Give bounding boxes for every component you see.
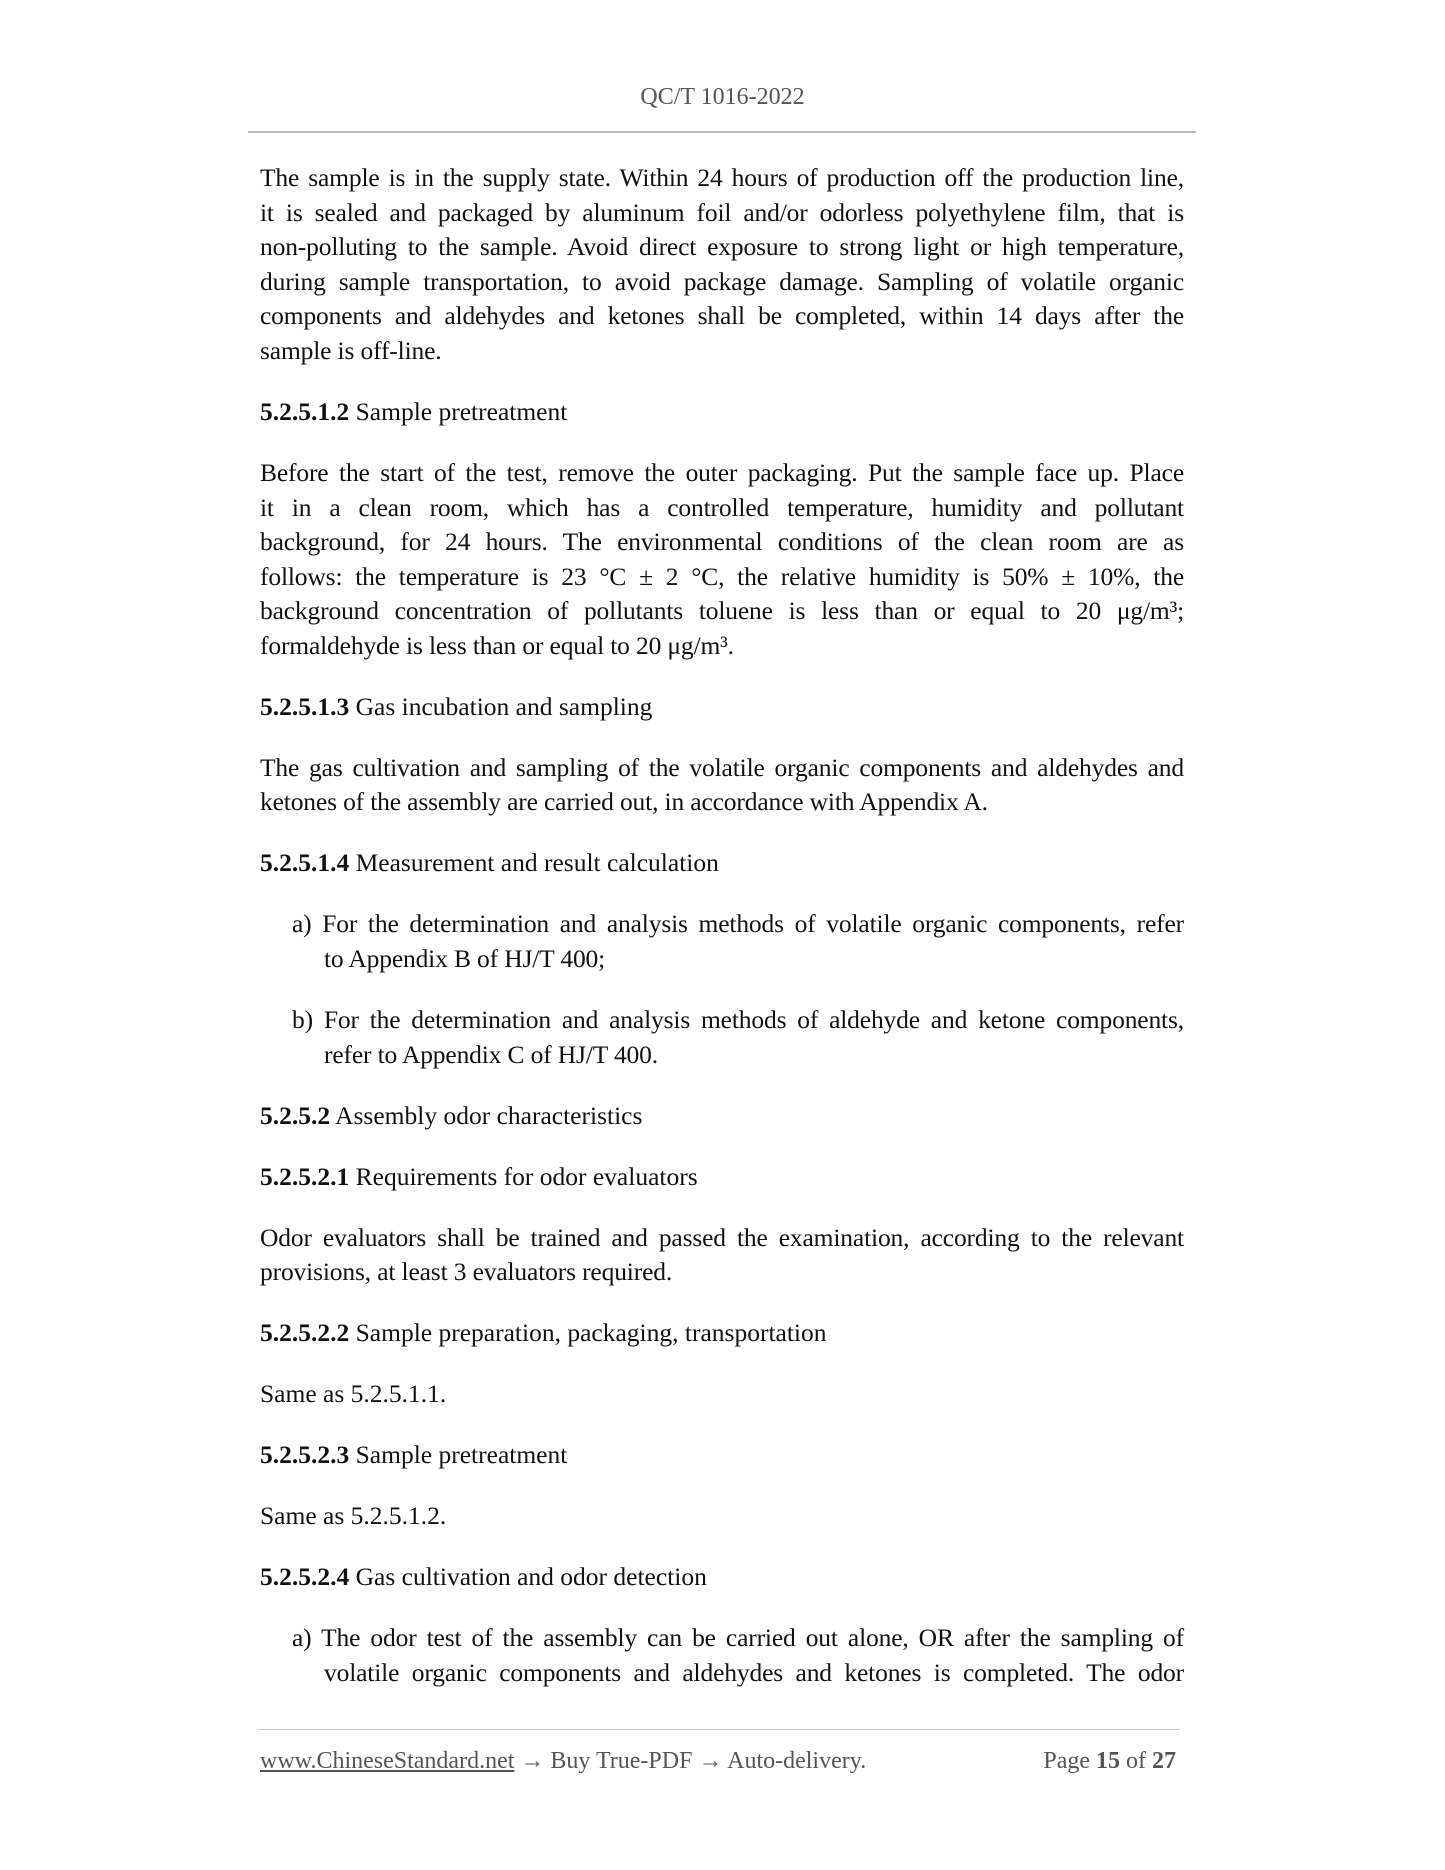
text-line: Odor evaluators shall be trained and passed the examination, according to the relevant [260,1222,1184,1252]
section-heading [260,1438,1184,1473]
footer-text: → Buy True-PDF → Auto-delivery. [514,1748,867,1774]
text-line: follows: the temperature is 23 °C ± 2 °C, the relative humidity is 50% ± 10%, the [260,561,1184,591]
text-line: ketones of the assembly are carried out, in accordance with Appendix A. [260,787,988,817]
text-line: during sample transportation, to avoid package damage. Sampling of volatile organic [260,266,1184,296]
section-heading [260,1560,1184,1595]
footer [260,1748,1176,1775]
text-line: provisions, at least 3 evaluators required. [260,1257,673,1287]
section-title: Measurement and result calculation [355,848,719,878]
paragraph: Same as 5.2.5.1.1. [260,1379,447,1409]
text-line: refer to Appendix C of HJ/T 400. [324,1039,658,1069]
section-title: Gas incubation and sampling [355,691,653,721]
text-line: The sample is in the supply state. Within 24 hours of production off the production line, [260,163,1184,192]
text-line: Before the start of the test, remove the outer packaging. Put the sample face up. Place [260,457,1184,487]
section-title: Sample preparation, packaging, transportation [355,1318,827,1348]
section-heading [260,846,1184,881]
text-line: it is sealed and packaged by aluminum foil and/or odorless polyethylene film, that is [260,197,1184,227]
list-item [260,1621,1184,1690]
text-line: The gas cultivation and sampling of the volatile organic components and aldehydes and [260,752,1184,782]
document-body [260,161,1184,1717]
text-line: formaldehyde is less than or equal to 20 μg/m³. [260,630,734,660]
section-heading [260,1160,1184,1195]
section-title: Gas cultivation and odor detection [355,1562,707,1592]
list-item [260,1003,1184,1072]
text-line: background concentration of pollutants toluene is less than or equal to 20 μg/m³; [260,596,1184,626]
section-title: Assembly odor characteristics [335,1100,643,1130]
text-line: sample is off-line. [260,335,442,365]
section-heading [260,1316,1184,1351]
paragraph [260,456,1184,664]
text-line: volatile organic components and aldehydes and ketones is completed. The odor [324,1657,1184,1687]
footer-divider [258,1729,1180,1730]
section-number: 5.2.5.2.1 [260,1161,350,1191]
text-line: b) For the determination and analysis methods of aldehyde and ketone components, [292,1005,1184,1035]
text-line: a) The odor test of the assembly can be carried out alone, OR after the sampling of [292,1623,1184,1653]
section-heading [260,1099,1184,1134]
paragraph [260,1221,1184,1290]
text-line: non-polluting to the sample. Avoid direct exposure to strong light or high temperature, [260,232,1184,262]
header-divider [248,131,1196,133]
section-number: 5.2.5.2.3 [260,1440,350,1470]
section-number: 5.2.5.1.4 [260,848,350,878]
text-line: background, for 24 hours. The environmental conditions of the clean room are as [260,527,1184,557]
section-heading [260,395,1184,430]
page-label: Page [1043,1748,1090,1774]
page-total: 27 [1152,1748,1176,1774]
section-number: 5.2.5.2.2 [260,1318,350,1348]
paragraph: Same as 5.2.5.1.2. [260,1501,447,1531]
page-indicator [1043,1748,1176,1775]
section-number: 5.2.5.2.4 [260,1562,350,1592]
website-link[interactable]: www.ChineseStandard.net [260,1748,515,1774]
list-item [260,907,1184,976]
document-header: QC/T 1016-2022 [640,84,805,110]
paragraph [260,161,1184,369]
page-number: 15 [1096,1748,1120,1774]
section-number: 5.2.5.1.2 [260,396,350,426]
text-line: components and aldehydes and ketones shall be completed, within 14 days after the [260,301,1184,331]
section-title: Sample pretreatment [355,396,568,426]
section-number: 5.2.5.2 [260,1100,331,1130]
section-title: Requirements for odor evaluators [355,1161,698,1191]
section-number: 5.2.5.1.3 [260,691,350,721]
paragraph [260,751,1184,820]
text-line: it in a clean room, which has a controlled temperature, humidity and pollutant [260,492,1184,522]
text-line: to Appendix B of HJ/T 400; [324,944,606,974]
text-line: a) For the determination and analysis methods of volatile organic components, refer [292,909,1184,939]
section-title: Sample pretreatment [355,1440,568,1470]
of-label: of [1126,1748,1146,1774]
section-heading [260,690,1184,725]
